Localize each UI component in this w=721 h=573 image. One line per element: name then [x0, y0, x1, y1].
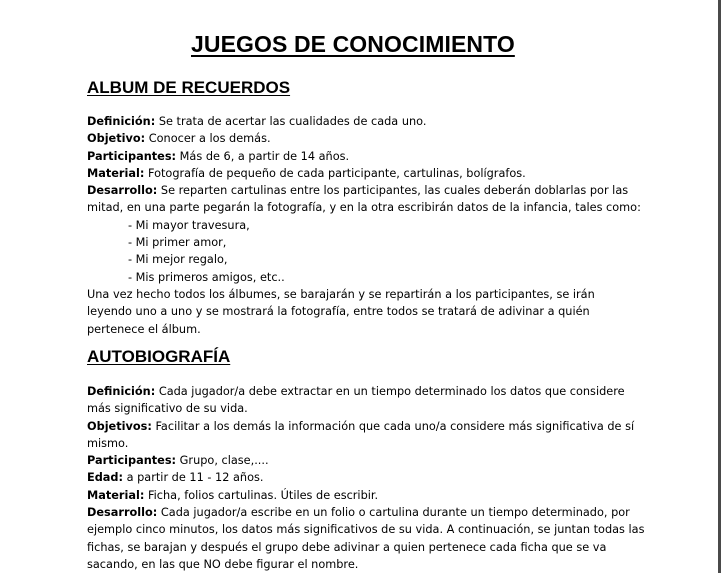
list-item: - Mi mayor travesura,: [128, 218, 250, 232]
section-body-autobiografia: [87, 383, 647, 573]
field-value: Fotografía de pequeño de cada participante, cartulinas, bolígrafos.: [147, 166, 526, 180]
field-label: Desarrollo:: [87, 506, 158, 520]
field-label: Desarrollo:: [87, 184, 158, 198]
field-definicion: [87, 383, 647, 400]
field-value: Cada jugador/a escribe en un folio o cartulina durante un tiempo determinado, por: [160, 506, 630, 520]
field-label: Definición:: [87, 385, 156, 398]
field-value: Más de 6, a partir de 14 años.: [179, 149, 350, 163]
field-objetivos: [87, 418, 647, 435]
paragraph-line: sacando, en las que NO debe figurar el nombre.: [87, 557, 359, 571]
field-label: Material:: [87, 166, 145, 180]
section-heading-album: ALBUM DE RECUERDOS: [87, 78, 291, 97]
field-value: Conocer a los demás.: [148, 132, 271, 146]
paragraph-line: Una vez hecho todos los álbumes, se barajarán y se repartirán a los participantes, se irán: [87, 287, 595, 301]
field-value: Se trata de acertar las cualidades de cada uno.: [158, 115, 427, 128]
paragraph-line: pertenece el álbum.: [87, 322, 201, 336]
field-objetivo: [87, 130, 647, 147]
section-body-album: [87, 113, 647, 338]
field-label: Participantes:: [87, 149, 177, 163]
field-value: Grupo, clase,....: [179, 454, 269, 468]
field-value: Facilitar a los demás la información que cada uno/a considere más significativa de sí: [155, 419, 635, 433]
field-definicion: [87, 113, 647, 130]
field-desarrollo: [87, 182, 647, 199]
list-item: - Mi mejor regalo,: [128, 253, 228, 267]
field-label: Definición:: [87, 115, 156, 128]
field-label: Objetivos:: [87, 419, 152, 433]
field-participantes: [87, 148, 647, 165]
field-label: Edad:: [87, 471, 124, 485]
field-participantes: [87, 452, 647, 469]
paragraph-line: fichas, se barajan y después el grupo debe adivinar a quien pertenece cada ficha que se va: [87, 540, 607, 554]
field-material: [87, 165, 647, 182]
section-heading-autobiografia: AUTOBIOGRAFÍA: [87, 347, 231, 366]
field-value: Ficha, folios cartulinas. Útiles de escribir.: [147, 488, 379, 502]
paragraph-line: más significativo de su vida.: [87, 402, 248, 416]
paragraph-line: leyendo uno a uno y se mostrará la fotografía, entre todos se tratará de adivinar a quién: [87, 305, 590, 319]
field-label: Participantes:: [87, 454, 177, 468]
field-label: Material:: [87, 488, 145, 502]
field-value: a partir de 11 - 12 años.: [126, 471, 264, 485]
list-item: - Mi primer amor,: [128, 236, 227, 250]
field-value: Cada jugador/a debe extractar en un tiempo determinado los datos que considere: [158, 385, 625, 398]
field-edad: [87, 469, 647, 486]
paragraph-line: ejemplo cinco minutos, los datos más significativos de su vida. A continuación, se juntan todas las: [87, 523, 645, 537]
field-value: Se reparten cartulinas entre los participantes, las cuales deberán doblarlas por las: [160, 184, 629, 198]
field-label: Objetivo:: [87, 132, 146, 146]
paragraph-line: mismo.: [87, 436, 129, 450]
list-item: - Mis primeros amigos, etc..: [128, 270, 285, 284]
paragraph-line: mitad, en una parte pegarán la fotografía, y en la otra escribirán datos de la infancia, tales como:: [87, 201, 641, 215]
document-title: JUEGOS DE CONOCIMIENTO: [191, 31, 515, 57]
field-desarrollo: [87, 504, 647, 521]
field-material: [87, 487, 647, 504]
